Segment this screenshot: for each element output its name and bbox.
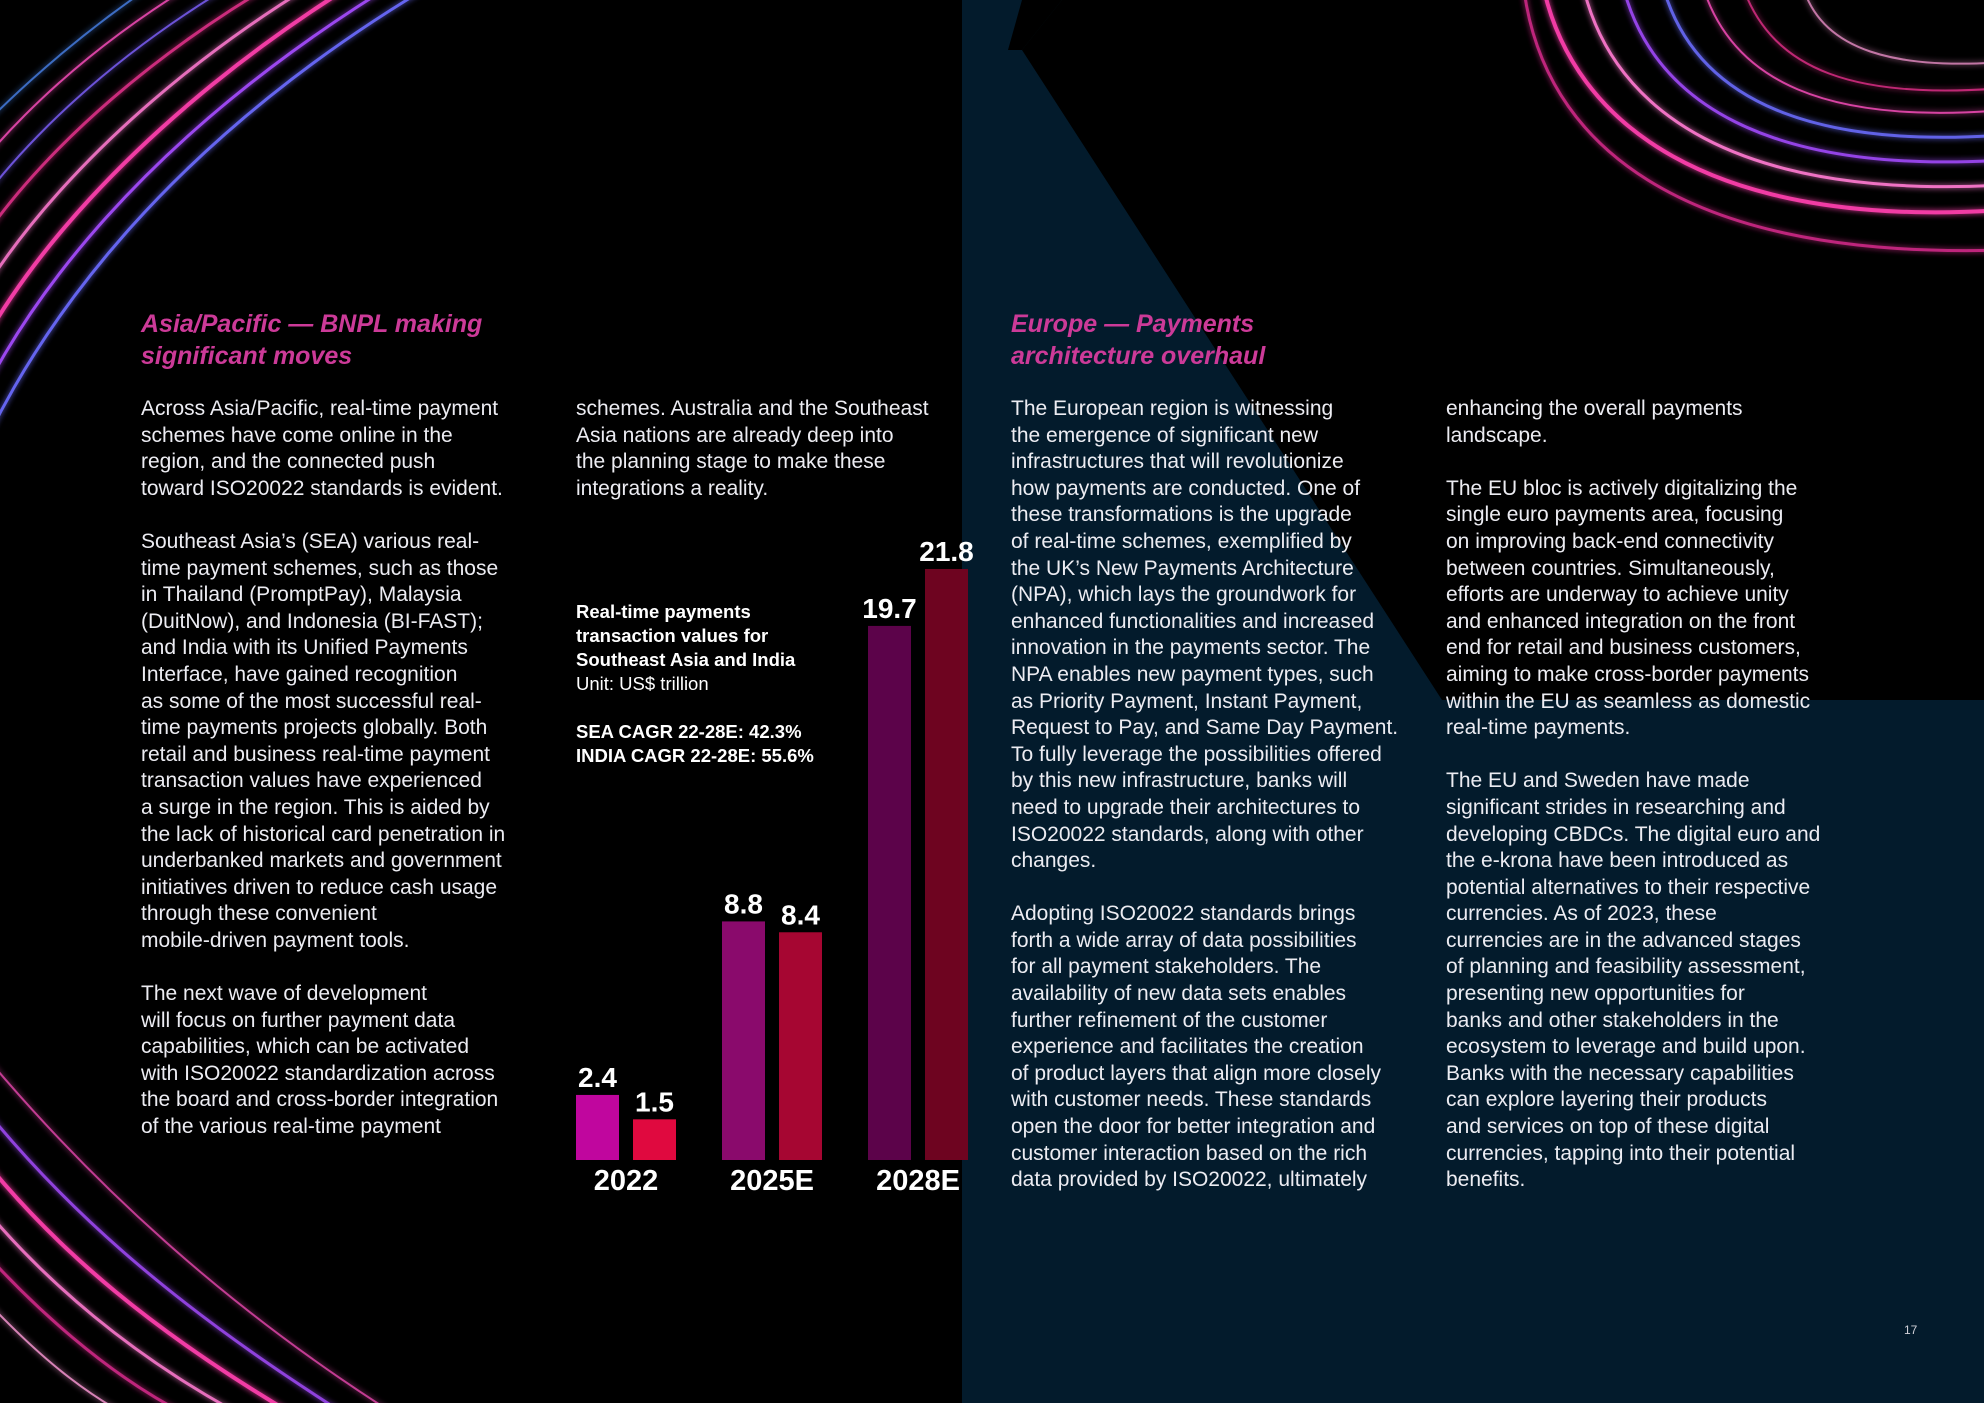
value-label-india-2022: 1.5	[635, 1086, 674, 1118]
value-label-india-2028e: 21.8	[919, 535, 974, 567]
page-number: 17	[1904, 1323, 1918, 1337]
asia-column-2-text: schemes. Australia and the Southeast Asia nations are already deep into the planning stage to make these integrations a reality.	[576, 397, 929, 500]
category-label-2025e: 2025E	[730, 1165, 814, 1197]
europe-heading: Europe — Payments architecture overhaul	[1011, 310, 1266, 370]
category-label-2022: 2022	[593, 1165, 659, 1197]
bar-sea-2025e	[722, 921, 765, 1160]
bar-india-2022	[633, 1119, 676, 1160]
bar-india-2025e	[779, 932, 822, 1160]
europe-column-1-text: The European region is witnessing the emergence of significant new infrastructures that will revolutionize how payments are conducted. One of these transformations is the upgrade of real-time schemes, exemplified by the UK’s New Payments Architecture (NPA), which lays the groundwork for enhanced functionalities and increased innovation in the payments sector. The NPA enables new payment types, such as Priority Payment, Instant Payment, Request to Pay, and Same Day Payment. To fully leverage the possibilities offered by this new infrastructure, banks will need to upgrade their architectures to ISO20022 standards, along with other changes. Adopting ISO20022 standards brings forth a wide array of data possibilities for all payment stakeholders. The availability of new data sets enables further refinement of the customer experience and facilitates the creation of product layers that align more closely with customer needs. These standards open the door for better integration and customer interaction based on the rich data provided by ISO20022, ultimately	[1011, 397, 1399, 1192]
category-label-2028e: 2028E	[876, 1165, 960, 1197]
value-label-sea-2028e: 19.7	[862, 592, 917, 624]
bar-sea-2022	[576, 1095, 619, 1160]
asia-heading: Asia/Pacific — BNPL making significant moves	[141, 310, 483, 370]
chart-title: Real-time payments transaction values for Southeast Asia and India	[576, 601, 796, 670]
sea-cagr-annotation: SEA CAGR 22-28E: 42.3%	[576, 721, 802, 742]
value-label-sea-2025e: 8.8	[724, 888, 763, 920]
value-label-sea-2022: 2.4	[578, 1061, 617, 1093]
europe-column-2-text: enhancing the overall payments landscape. The EU bloc is actively digitalizing the single euro payments area, focusing on improving back-end connectivity between countries. Simultaneously, efforts are underway to achieve unity and enhanced integration on the front end for retail and business customers, aiming to make cross-border payments within the EU as seamless as domestic real-time payments. The EU and Sweden have made significant strides in researching and developing CBDCs. The digital euro and the e-krona have been introduced as potential alternatives to their respective currencies. As of 2023, these currencies are in the advanced stages of planning and feasibility assessment, presenting new opportunities for banks and other stakeholders in the ecosystem to leverage and build upon. Banks with the necessary capabilities can explore layering their products and services on top of these digital currencies, tapping into their potential benefits.	[1446, 397, 1821, 1192]
chart-unit: Unit: US$ trillion	[576, 673, 709, 694]
bar-sea-2028e	[868, 626, 911, 1160]
asia-column-1-text: Across Asia/Pacific, real-time payment schemes have come online in the region, and the connected push toward ISO20022 standards is evident. Southeast Asia’s (SEA) various real- time payment schemes, such as those in Thailand (PromptPay), Malaysia (DuitNow), and Indonesia (BI-FAST); and India with its Unified Payments Interface, have gained recognition as some of the most successful real- time payments projects globally. Both retail and business real-time payment transaction values have experienced a surge in the region. This is aided by the lack of historical card penetration in underbanked markets and government initiatives driven to reduce cash usage through these convenient mobile-driven payment tools. The next wave of development will focus on further payment data capabilities, which can be activated with ISO20022 standardization across the board and cross-border integration of the various real-time payment	[141, 397, 506, 1139]
value-label-india-2025e: 8.4	[781, 899, 820, 931]
bar-india-2028e	[925, 569, 968, 1160]
india-cagr-annotation: INDIA CAGR 22-28E: 55.6%	[576, 745, 814, 766]
payments-bar-chart	[560, 520, 980, 1200]
